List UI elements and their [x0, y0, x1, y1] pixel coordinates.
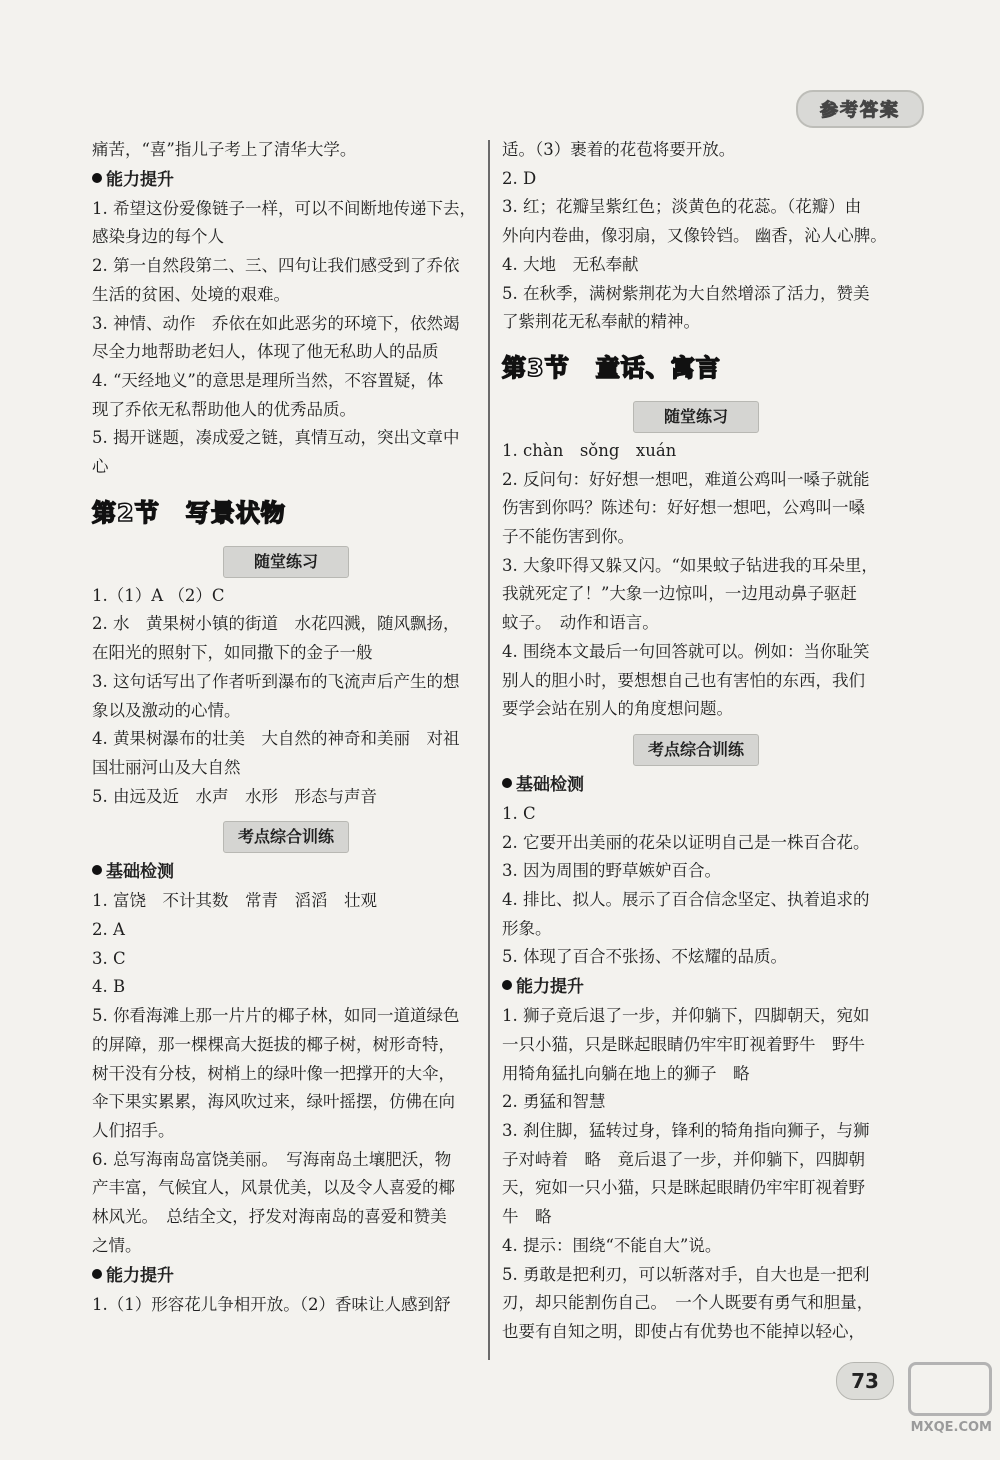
answer-line: 1. 希望这份爱像链子一样，可以不间断地传递下去， — [92, 198, 476, 218]
answer-line: 1. 狮子竟后退了一步，并仰躺下，四脚朝天，宛如 — [502, 1006, 870, 1026]
answer-line: 外向内卷曲，像羽扇，又像铃铛。 幽香，沁人心脾。 — [502, 226, 887, 246]
answer-line: 伞下果实累累，海风吹过来，绿叶摇摆，仿佛在向 — [92, 1092, 455, 1112]
answer-line: 了紫荆花无私奉献的精神。 — [502, 312, 700, 332]
answer-line: 现了乔依无私帮助他人的优秀品质。 — [92, 399, 356, 419]
answer-line: 5. 你看海滩上那一片片的椰子林，如同一道道绿色 — [92, 1006, 460, 1026]
answer-line: 感染身边的每个人 — [92, 227, 224, 247]
answer-line: 4. 黄果树瀑布的壮美 大自然的神奇和美丽 对祖 — [92, 729, 460, 749]
subsection-heading-label: 能力提升 — [106, 169, 174, 190]
bullet-dot-icon — [92, 1269, 102, 1279]
bullet-dot-icon — [502, 980, 512, 990]
bullet-dot-icon — [92, 173, 102, 183]
subsection-heading — [92, 1261, 480, 1291]
watermark-emblem-icon — [908, 1362, 992, 1416]
section-number: 第3节 — [502, 353, 570, 382]
answer-line: 2. 反问句：好好想一想吧，难道公鸡叫一嗓子就能 — [502, 469, 870, 489]
answer-line: 4. 围绕本文最后一句回答就可以。例如：当你耻笑 — [502, 641, 870, 661]
answer-line: 4. 提示：围绕“不能自大”说。 — [502, 1235, 722, 1255]
answer-line: 形象。 — [502, 918, 552, 938]
answer-line: 林风光。 总结全文，抒发对海南岛的喜爱和赞美 — [92, 1207, 447, 1227]
answer-line: 象以及激动的心情。 — [92, 700, 241, 720]
answer-line: 1. chàn sǒng xuán — [502, 440, 677, 460]
answer-line: 1.（1）A （2）C — [92, 585, 225, 605]
section-name: 写景状物 — [185, 498, 286, 527]
answer-line: 3. 这句话写出了作者听到瀑布的飞流声后产生的想 — [92, 671, 460, 691]
answer-line: 人们招手。 — [92, 1120, 175, 1140]
subsection-heading-label: 基础检测 — [106, 862, 174, 883]
answer-line: 我就死定了！”大象一边惊叫，一边甩动鼻子驱赶 — [502, 584, 857, 604]
subsection-heading-label: 能力提升 — [106, 1265, 174, 1286]
right-column — [502, 136, 890, 1347]
answer-line: 之情。 — [92, 1235, 142, 1255]
answer-line: 1. C — [502, 803, 536, 823]
answer-line: 5. 勇敢是把利刃，可以斩落对手，自大也是一把利 — [502, 1264, 870, 1284]
answer-line: 天，宛如一只小猫，只是眯起眼睛仍牢牢盯视着野 — [502, 1178, 865, 1198]
answer-line: 2. 第一自然段第二、三、四句让我们感受到了乔依 — [92, 256, 460, 276]
section-number: 第2节 — [92, 498, 160, 527]
answer-line: 要学会站在别人的角度想问题。 — [502, 699, 733, 719]
answer-line: 在阳光的照射下，如同撒下的金子一般 — [92, 643, 373, 663]
answer-line: 2. D — [502, 168, 537, 188]
answer-line: 2. 水 黄果树小镇的街道 水花四溅，随风飘扬， — [92, 614, 460, 634]
answer-line: 4. 排比、拟人。展示了百合信念坚定、执着追求的 — [502, 890, 870, 910]
answer-line: 4. “天经地义”的意思是理所当然，不容置疑，体 — [92, 370, 444, 390]
answer-line: 树干没有分枝，树梢上的绿叶像一把撑开的大伞， — [92, 1063, 455, 1083]
watermark-text: MXQE.COM — [910, 1420, 992, 1435]
answer-line: 也要有自知之明，即使占有优势也不能掉以轻心， — [502, 1321, 865, 1341]
answer-line: 尽全力地帮助老妇人，体现了他无私助人的品质 — [92, 342, 439, 362]
answer-line: 用犄角猛扎向躺在地上的狮子 略 — [502, 1063, 750, 1083]
answer-line: 5. 体现了百合不张扬、不炫耀的品质。 — [502, 947, 787, 967]
answer-line: 子对峙着 略 竟后退了一步，并仰躺下，四脚朝 — [502, 1149, 865, 1169]
answer-line: 2. 它要开出美丽的花朵以证明自己是一株百合花。 — [502, 832, 870, 852]
answer-line: 1. 富饶 不计其数 常青 滔滔 壮观 — [92, 891, 377, 911]
answer-line: 蚊子。 动作和语言。 — [502, 613, 659, 633]
answer-line: 5. 在秋季，满树紫荆花为大自然增添了活力，赞美 — [502, 283, 870, 303]
answer-line: 3. 因为周围的野草嫉妒百合。 — [502, 861, 721, 881]
answer-line: 的屏障，那一棵棵高大挺拔的椰子树，树形奇特， — [92, 1034, 455, 1054]
answer-line: 适。（3）裹着的花苞将要开放。 — [502, 140, 736, 159]
answer-line: 2. 勇猛和智慧 — [502, 1092, 606, 1112]
answer-line: 别人的胆小时，要想想自己也有害怕的东西，我们 — [502, 670, 865, 690]
answer-line: 6. 总写海南岛富饶美丽。 写海南岛土壤肥沃，物 — [92, 1149, 452, 1169]
answer-line: 伤害到你吗？陈述句：好好想一想吧，公鸡叫一嗓 — [502, 498, 865, 518]
answer-line: 4. B — [92, 977, 126, 997]
left-column — [92, 136, 480, 1319]
answer-line: 5. 由远及近 水声 水形 形态与声音 — [92, 786, 377, 806]
exercise-tag: 考点综合训练 — [223, 821, 349, 853]
subsection-heading — [92, 857, 480, 887]
answer-line: 1.（1）形容花儿争相开放。（2）香味让人感到舒 — [92, 1294, 451, 1314]
page-number: 73 — [836, 1362, 894, 1400]
exercise-tag: 随堂练习 — [223, 546, 349, 578]
answer-line: 生活的贫困、处境的艰难。 — [92, 284, 290, 304]
subsection-heading-label: 能力提升 — [516, 977, 584, 998]
subsection-heading — [92, 165, 480, 195]
section-name: 童话、寓言 — [595, 353, 721, 382]
answer-line: 心 — [92, 457, 109, 477]
answer-line: 国壮丽河山及大自然 — [92, 757, 241, 777]
answer-line: 3. 红；花瓣呈紫红色；淡黄色的花蕊。（花瓣）由 — [502, 197, 862, 217]
answer-line: 一只小猫，只是眯起眼睛仍牢牢盯视着野牛 野牛 — [502, 1034, 865, 1054]
answer-line: 3. 神情、动作 乔依在如此恶劣的环境下，依然竭 — [92, 313, 460, 333]
answer-line: 痛苦，“喜”指儿子考上了清华大学。 — [92, 140, 357, 159]
exercise-tag: 考点综合训练 — [633, 734, 759, 766]
column-divider — [488, 140, 490, 1360]
section-title — [502, 345, 890, 391]
answer-line: 4. 大地 无私奉献 — [502, 254, 639, 274]
answer-line: 刃，却只能割伤自己。 一个人既要有勇气和胆量， — [502, 1293, 874, 1313]
answer-line: 牛 略 — [502, 1207, 552, 1227]
subsection-heading-label: 基础检测 — [516, 774, 584, 795]
subsection-heading — [502, 770, 890, 800]
answer-line: 3. 刹住脚，猛转过身，锋利的犄角指向狮子，与狮 — [502, 1120, 870, 1140]
answer-line: 2. A — [92, 920, 125, 940]
bullet-dot-icon — [502, 778, 512, 788]
answer-line: 3. 大象吓得又躲又闪。“如果蚊子钻进我的耳朵里， — [502, 555, 878, 575]
answer-line: 5. 揭开谜题，凑成爱之链，真情互动，突出文章中 — [92, 428, 460, 448]
section-title — [92, 490, 480, 536]
answer-line: 子不能伤害到你。 — [502, 527, 634, 547]
exercise-tag: 随堂练习 — [633, 401, 759, 433]
answer-line: 3. C — [92, 948, 126, 968]
answer-key-badge: 参考答案 — [796, 90, 924, 128]
bullet-dot-icon — [92, 865, 102, 875]
answer-line: 产丰富，气候宜人，风景优美，以及令人喜爱的椰 — [92, 1178, 455, 1198]
watermark-logo — [908, 1354, 992, 1448]
subsection-heading — [502, 972, 890, 1002]
